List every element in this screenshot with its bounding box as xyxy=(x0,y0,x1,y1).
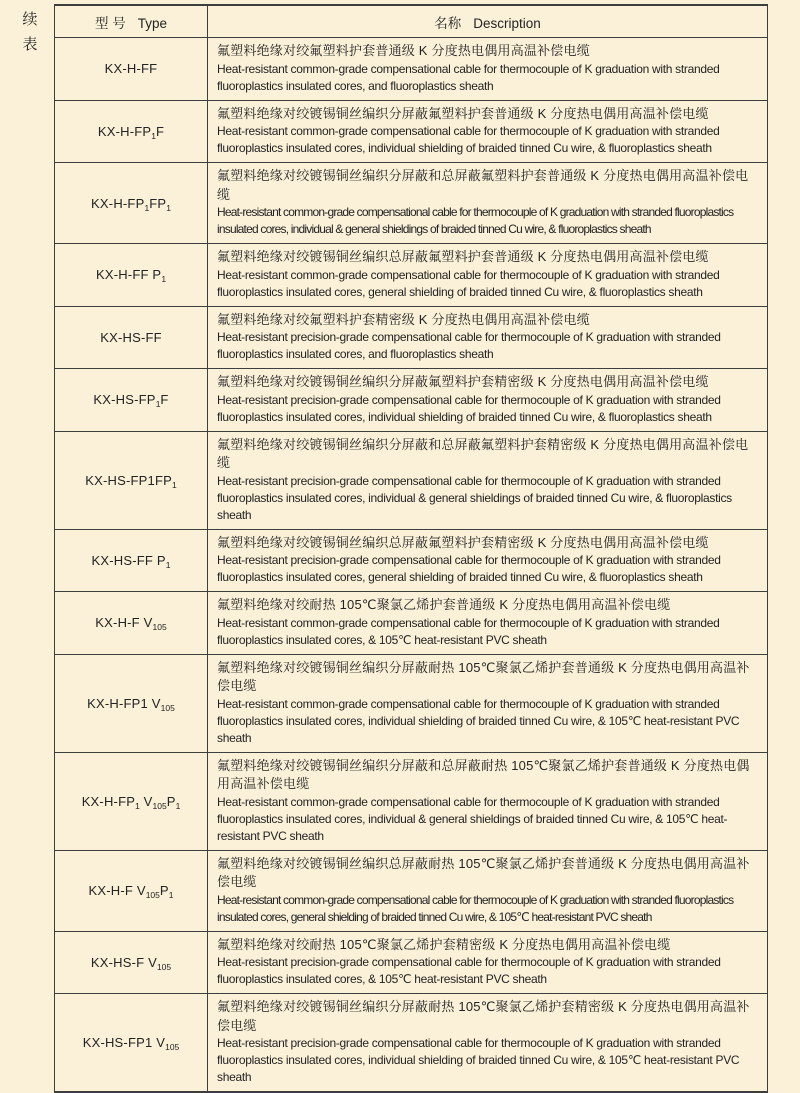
description-english: Heat-resistant precision-grade compensational cable for thermocouple of K graduation with stranded fluoroplastics insulated cores, individual & general shieldings of braided tinned Cu wire, & fluoroplastics sheath xyxy=(217,473,732,522)
description-english: Heat-resistant common-grade compensational cable for thermocouple of K graduation with stranded fluoroplastics insulated cores, individual & general shieldings of braided tinned Cu wire, & fluoroplastics sheath xyxy=(217,205,734,236)
description-chinese: 氟塑料绝缘对绞镀锡铜丝编织分屏蔽和总屏蔽氟塑料护套精密级 K 分度热电偶用高温补偿电缆 xyxy=(217,436,749,470)
description-cell xyxy=(208,654,768,752)
type-cell xyxy=(55,369,208,432)
table-row xyxy=(55,752,768,850)
description-cell xyxy=(208,752,768,850)
description-english: Heat-resistant common-grade compensational cable for thermocouple of K graduation with stranded fluoroplastics insulated cores, and fluoroplastics sheath xyxy=(217,61,720,93)
type-code: KX-HS-FP1 $V_{105}$ xyxy=(82,1035,180,1052)
description-chinese: 氟塑料绝缘对绞镀锡铜丝编织总屏蔽耐热 105℃聚氯乙烯护套普通级 K 分度热电偶用高温补偿电缆 xyxy=(217,855,750,889)
cable-type-table xyxy=(54,4,768,1093)
description-header-en: Description xyxy=(473,15,541,31)
table-body xyxy=(55,38,768,1093)
type-code: KX-HS-FF xyxy=(100,329,162,345)
description-cell xyxy=(208,100,768,163)
type-header-cn: 型 号 xyxy=(94,15,126,31)
type-cell xyxy=(55,592,208,655)
type-cell xyxy=(55,654,208,752)
type-cell xyxy=(55,994,208,1093)
table-row xyxy=(55,163,768,244)
table-row xyxy=(55,244,768,307)
description-chinese: 氟塑料绝缘对绞镀锡铜丝编织总屏蔽氟塑料护套精密级 K 分度热电偶用高温补偿电缆 xyxy=(217,534,709,550)
type-cell xyxy=(55,163,208,244)
table-row xyxy=(55,592,768,655)
description-english: Heat-resistant common-grade compensational cable for thermocouple of K graduation with stranded fluoroplastics insulated cores, individual shielding of braided tinned Cu wire, & 105℃ heat-resistant PVC sheath xyxy=(217,696,740,745)
table-row xyxy=(55,431,768,529)
description-chinese: 氟塑料绝缘对绞镀锡铜丝编织分屏蔽氟塑料护套精密级 K 分度热电偶用高温补偿电缆 xyxy=(217,374,709,389)
description-chinese: 氟塑料绝缘对绞镀锡铜丝编织分屏蔽氟塑料护套普通级 K 分度热电偶用高温补偿电缆 xyxy=(217,105,709,121)
type-cell xyxy=(55,529,208,592)
type-code: KX-HS-F $V_{105}$ xyxy=(90,954,172,972)
description-column-header xyxy=(208,5,768,38)
description-english: Heat-resistant precision-grade compensational cable for thermocouple of K graduation with stranded fluoroplastics insulated cores, general shielding of braided tinned Cu wire, & fluoroplastics sheath xyxy=(217,553,721,584)
continued-table-label: 续表 xyxy=(22,11,38,53)
type-code: $KX-HS-FP1FP_1$ xyxy=(85,472,177,490)
type-code: $KX-H-FP_1FP_1$ xyxy=(91,195,171,213)
type-cell xyxy=(55,431,208,529)
table-header xyxy=(55,5,768,38)
description-english: Heat-resistant common-grade compensational cable for thermocouple of K graduation with stranded fluoroplastics insulated cores, & 105℃ heat-resistant PVC sheath xyxy=(217,615,720,647)
type-code: KX-H-F $V_{105}$ xyxy=(95,615,167,633)
table-row xyxy=(55,529,768,592)
description-english: Heat-resistant precision-grade compensational cable for thermocouple of K graduation with stranded fluoroplastics insulated cores, and fluoroplastics sheath xyxy=(217,330,721,361)
table-row xyxy=(55,850,768,931)
table-row xyxy=(55,38,768,101)
type-cell xyxy=(55,244,208,307)
description-chinese: 氟塑料绝缘对绞氟塑料护套普通级 K 分度热电偶用高温补偿电缆 xyxy=(217,43,590,58)
description-chinese: 氟塑料绝缘对绞耐热 105℃聚氯乙烯护套普通级 K 分度热电偶用高温补偿电缆 xyxy=(217,597,671,612)
description-cell xyxy=(208,994,768,1093)
description-chinese: 氟塑料绝缘对绞镀锡铜丝编织分屏蔽耐热 105℃聚氯乙烯护套精密级 K 分度热电偶用高温补偿电缆 xyxy=(217,999,750,1033)
description-chinese: 氟塑料绝缘对绞镀锡铜丝编织分屏蔽和总屏蔽氟塑料护套普通级 K 分度热电偶用高温补偿电缆 xyxy=(217,168,749,202)
type-code: KX-H-F $V_{105}P_1$ xyxy=(88,883,174,900)
type-code: KX-H-FP1 $V_{105}$ xyxy=(87,695,175,713)
description-english: Heat-resistant common-grade compensational cable for thermocouple of K graduation with stranded fluoroplastics insulated cores, individual shielding of braided tinned Cu wire, & fluoroplastics sheath xyxy=(217,124,720,155)
type-code: KX-H-FF $P_1$ xyxy=(95,267,167,285)
description-cell xyxy=(208,38,768,101)
type-header-en: Type xyxy=(137,15,168,31)
type-code: KX-H-FF xyxy=(104,61,158,77)
description-english: Heat-resistant precision-grade compensational cable for thermocouple of K graduation with stranded fluoroplastics insulated cores, individual shielding of braided tinned Cu wire, & fluoroplastics sheath xyxy=(217,392,721,424)
type-cell xyxy=(55,752,208,850)
description-english: Heat-resistant precision-grade compensational cable for thermocouple of K graduation with stranded fluoroplastics insulated cores, & 105℃ heat-resistant PVC sheath xyxy=(217,955,721,986)
description-chinese: 氟塑料绝缘对绞镀锡铜丝编织总屏蔽氟塑料护套普通级 K 分度热电偶用高温补偿电缆 xyxy=(217,249,709,264)
description-english: Heat-resistant common-grade compensational cable for thermocouple of K graduation with stranded fluoroplastics insulated cores, general shielding of braided tinned Cu wire, & fluoroplastics sheath xyxy=(217,267,720,299)
description-cell xyxy=(208,529,768,592)
type-column-header xyxy=(55,5,208,38)
table-row xyxy=(55,369,768,432)
table-row xyxy=(55,994,768,1093)
description-chinese: 氟塑料绝缘对绞耐热 105℃聚氯乙烯护套精密级 K 分度热电偶用高温补偿电缆 xyxy=(217,936,671,952)
type-code: $KX-HS-FP_1F$ xyxy=(93,392,169,410)
description-cell xyxy=(208,369,768,432)
type-cell xyxy=(55,931,208,994)
table-row xyxy=(55,931,768,994)
table-row xyxy=(55,100,768,163)
type-cell xyxy=(55,100,208,163)
description-cell xyxy=(208,163,768,244)
description-english: Heat-resistant common-grade compensational cable for thermocouple of K graduation with stranded fluoroplastics insulated cores, general shielding of braided tinned Cu wire, & 105℃ heat-resistant PVC sheath xyxy=(217,892,734,924)
description-cell xyxy=(208,431,768,529)
type-code: $KX-H-FP_1F$ xyxy=(97,123,165,141)
description-cell xyxy=(208,592,768,655)
table-row xyxy=(55,654,768,752)
header-row xyxy=(55,5,768,38)
description-english: Heat-resistant common-grade compensational cable for thermocouple of K graduation with stranded fluoroplastics insulated cores, individual & general shieldings of braided tinned Cu wire, & 105℃ heat-resistant PVC sheath xyxy=(217,794,728,843)
type-code: KX-HS-FF $P_1$ xyxy=(91,552,171,570)
description-chinese: 氟塑料绝缘对绞氟塑料护套精密级 K 分度热电偶用高温补偿电缆 xyxy=(217,311,590,327)
description-cell xyxy=(208,306,768,369)
description-cell xyxy=(208,244,768,307)
table-row xyxy=(55,306,768,369)
description-chinese: 氟塑料绝缘对绞镀锡铜丝编织分屏蔽耐热 105℃聚氯乙烯护套普通级 K 分度热电偶用高温补偿电缆 xyxy=(217,659,750,693)
description-english: Heat-resistant precision-grade compensational cable for thermocouple of K graduation with stranded fluoroplastics insulated cores, individual shielding of braided tinned Cu wire, & 105℃ heat-resistant PVC sheath xyxy=(217,1036,740,1084)
description-header-cn: 名称 xyxy=(434,15,462,31)
type-cell xyxy=(55,306,208,369)
type-code: $KX-H-FP_1$ $V_{105}P_1$ xyxy=(81,793,181,811)
description-cell xyxy=(208,850,768,931)
description-cell xyxy=(208,931,768,994)
description-chinese: 氟塑料绝缘对绞镀锡铜丝编织分屏蔽和总屏蔽耐热 105℃聚氯乙烯护套普通级 K 分度热电偶用高温补偿电缆 xyxy=(217,757,750,791)
type-cell xyxy=(55,850,208,931)
type-cell xyxy=(55,38,208,101)
